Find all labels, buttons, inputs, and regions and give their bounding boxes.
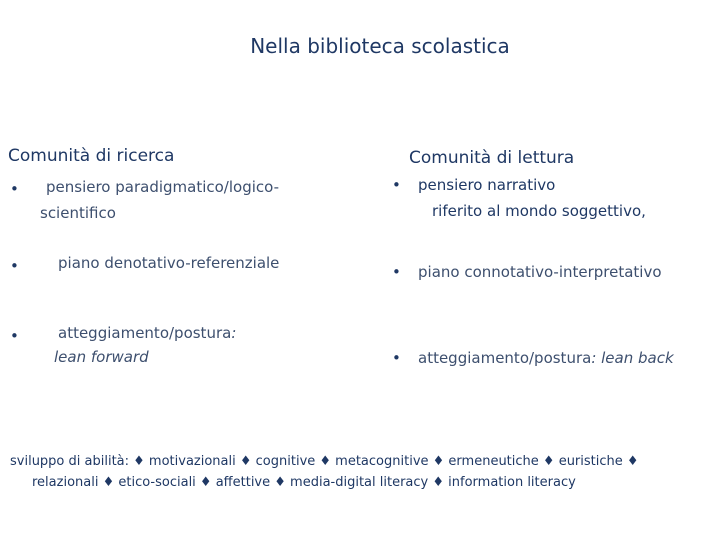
right-item-2-line1: piano connotativo-interpretativo bbox=[418, 263, 662, 281]
skills-line-1: sviluppo di abilità: ♦ motivazionali ♦ cognitive ♦ metacognitive ♦ ermeneutiche ♦ euristiche ♦ bbox=[10, 454, 639, 469]
right-bullet-1: • bbox=[392, 176, 401, 194]
left-bullet-3: • bbox=[10, 327, 19, 345]
right-bullet-2: • bbox=[392, 263, 401, 281]
skills-line-2: relazionali ♦ etico-sociali ♦ affettive ♦ media-digital literacy ♦ information literacy bbox=[32, 475, 576, 490]
left-item-2-line1: piano denotativo-referenziale bbox=[58, 254, 280, 272]
left-bullet-1: • bbox=[10, 180, 19, 198]
left-bullet-2: • bbox=[10, 257, 19, 275]
left-column-heading: Comunità di ricerca bbox=[8, 146, 175, 166]
right-bullet-3: • bbox=[392, 349, 401, 367]
slide-title: Nella biblioteca scolastica bbox=[250, 34, 510, 58]
left-item-1-line1: pensiero paradigmatico/logico- bbox=[46, 178, 280, 196]
left-item-1-line2: scientifico bbox=[40, 204, 116, 222]
left-item-3-line2: lean forward bbox=[54, 348, 149, 366]
right-item-1-line2: riferito al mondo soggettivo, bbox=[432, 202, 646, 220]
left-item-3-line1: atteggiamento/postura: bbox=[58, 324, 237, 342]
right-item-1-line1: pensiero narrativo bbox=[418, 176, 556, 194]
right-column-heading: Comunità di lettura bbox=[409, 148, 575, 168]
right-item-3-line1: atteggiamento/postura: lean back bbox=[418, 349, 674, 367]
